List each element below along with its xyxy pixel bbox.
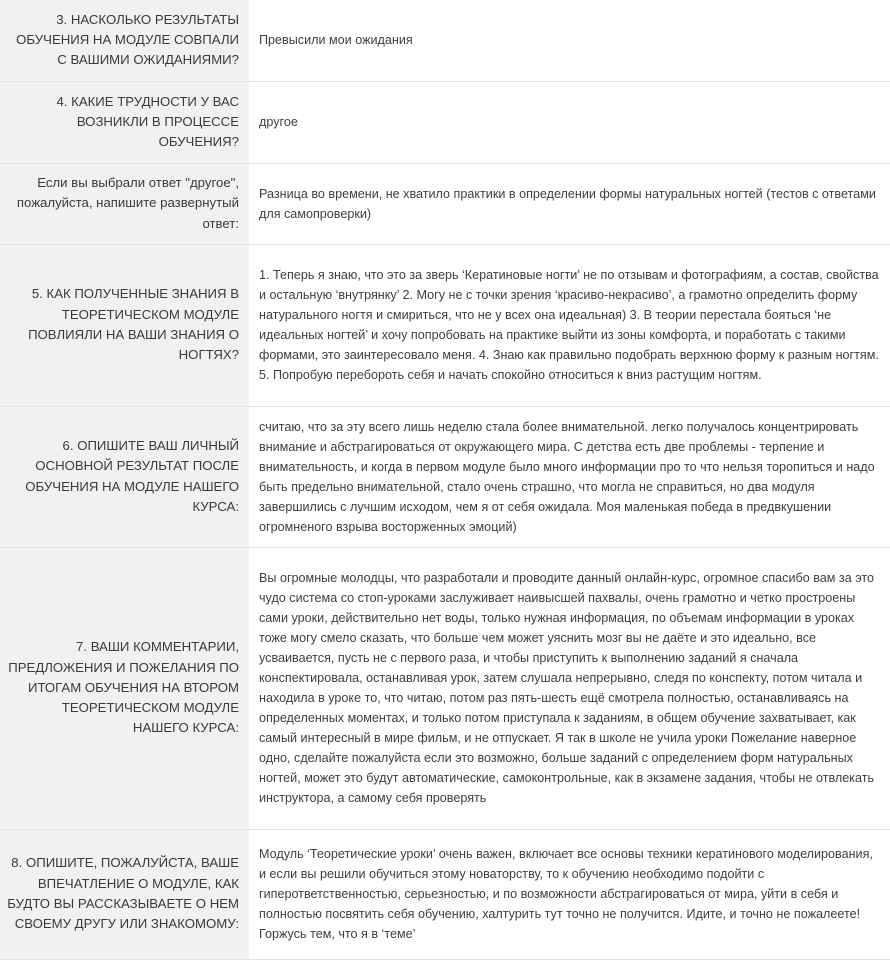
survey-row-other-details (0, 163, 890, 244)
survey-row-comments (0, 547, 890, 829)
question-label: 4. КАКИЕ ТРУДНОСТИ У ВАС ВОЗНИКЛИ В ПРОЦЕССЕ ОБУЧЕНИЯ? (0, 81, 249, 163)
answer-text: другое (249, 81, 890, 163)
question-label: 3. НАСКОЛЬКО РЕЗУЛЬТАТЫ ОБУЧЕНИЯ НА МОДУЛЕ СОВПАЛИ С ВАШИМИ ОЖИДАНИЯМИ? (0, 0, 249, 81)
answer-text: 1. Теперь я знаю, что это за зверь ‘Кератиновые ногти’ не по отзывам и фотографиям, а состав, свойства и остальную ‘внутрянку’ 2. Могу не с точки зрения ‘красиво-некрасиво’, а грамотно определить форму натурального ногтя и смириться, что не у всех она идеальная) 3. В теории перестала бояться ‘не идеальных ногтей’ и хочу попробовать на практике выйти из зоны комфорта, и поработать с такими формами, это заинтересовало меня. 4. Знаю как правильно подобрать верхнюю форму к разным ногтям. 5. Попробую перебороть себя и начать спокойно относиться к вниз растущим ногтям. (249, 244, 890, 406)
question-label: 8. ОПИШИТЕ, ПОЖАЛУЙСТА, ВАШЕ ВПЕЧАТЛЕНИЕ О МОДУЛЕ, КАК БУДТО ВЫ РАССКАЗЫВАЕТЕ О НЕМ СВОЕМУ ДРУГУ ИЛИ ЗНАКОМОМУ: (0, 829, 249, 959)
question-label: Если вы выбрали ответ "другое", пожалуйста, напишите развернутый ответ: (0, 163, 249, 244)
question-label: 5. КАК ПОЛУЧЕННЫЕ ЗНАНИЯ В ТЕОРЕТИЧЕСКОМ МОДУЛЕ ПОВЛИЯЛИ НА ВАШИ ЗНАНИЯ О НОГТЯХ? (0, 244, 249, 406)
survey-row-difficulties (0, 81, 890, 163)
question-label: 6. ОПИШИТЕ ВАШ ЛИЧНЫЙ ОСНОВНОЙ РЕЗУЛЬТАТ ПОСЛЕ ОБУЧЕНИЯ НА МОДУЛЕ НАШЕГО КУРСА: (0, 406, 249, 547)
answer-text: Разница во времени, не хватило практики в определении формы натуральных ногтей (тестов с ответами для самопроверки) (249, 163, 890, 244)
answer-text: Вы огромные молодцы, что разработали и проводите данный онлайн-курс, огромное спасибо вам за это чудо система со стоп-уроками заслуживает наивысшей пахвалы, очень грамотно и четко простроены сами уроки, действительно нет воды, только нужная информация, по объемам информации в уроках тоже могу смело сказать, что больше чем может уяснить мозг вы не даёте и это идеально, все усваивается, пусть не с первого раза, и чтобы приступить к выполнению заданий я сначала конспектировала, останавливая урок, затем слушала непрерывно, следя по конспекту, потом читала и находила в уроке то, что читаю, потом раз пять-шесть ещё смотрела полностью, останавливаясь на определенных моментах, и только потом приступала к заданиям, в общем обучение захватывает, как самый интересный в мире фильм, и не отпускает. Я так в школе не учила уроки Пожелание наверное одно, сделайте пожалуйста если это возможно, больше заданий с определением форм натуральных ногтей, может это будут автоматические, самоконтрольные, как в экзамене задания, чтобы не отвлекать инструктора, а самому себя проверять (249, 547, 890, 829)
question-label: 7. ВАШИ КОММЕНТАРИИ, ПРЕДЛОЖЕНИЯ И ПОЖЕЛАНИЯ ПО ИТОГАМ ОБУЧЕНИЯ НА ВТОРОМ ТЕОРЕТИЧЕСКОМ МОДУЛЕ НАШЕГО КУРСА: (0, 547, 249, 829)
survey-row-impression (0, 829, 890, 959)
answer-text: Превысили мои ожидания (249, 0, 890, 81)
answer-text: считаю, что за эту всего лишь неделю стала более внимательной. легко получалось концентрировать внимание и абстрагироваться от окружающего мира. С детства есть две проблемы - терпение и внимательность, и когда в первом модуле было много информации про то что нельзя торопиться и надо быть предельно внимательной, стало очень страшно, что могла не справиться, но два модуля завершились с лучшим исходом, чем я от себя ожидала. Моя маленькая победа в предвкушении огромненого взрыва восторженных эмоций) (249, 406, 890, 547)
survey-row-knowledge-impact (0, 244, 890, 406)
survey-row-personal-result (0, 406, 890, 547)
survey-row-expectations (0, 0, 890, 81)
answer-text: Модуль ‘Теоретические уроки’ очень важен, включает все основы техники кератинового моделирования, и если вы решили обучиться этому новаторству, то к обучению необходимо подойти с гиперответственностью, серьезностью, и по возможности абстрагироваться от мира, уйти в себя и полностью посвятить себя обучению, халтурить тут точно не получится. Идите, и точно не пожалеете! Горжусь тем, что я в ‘теме’ (249, 829, 890, 959)
